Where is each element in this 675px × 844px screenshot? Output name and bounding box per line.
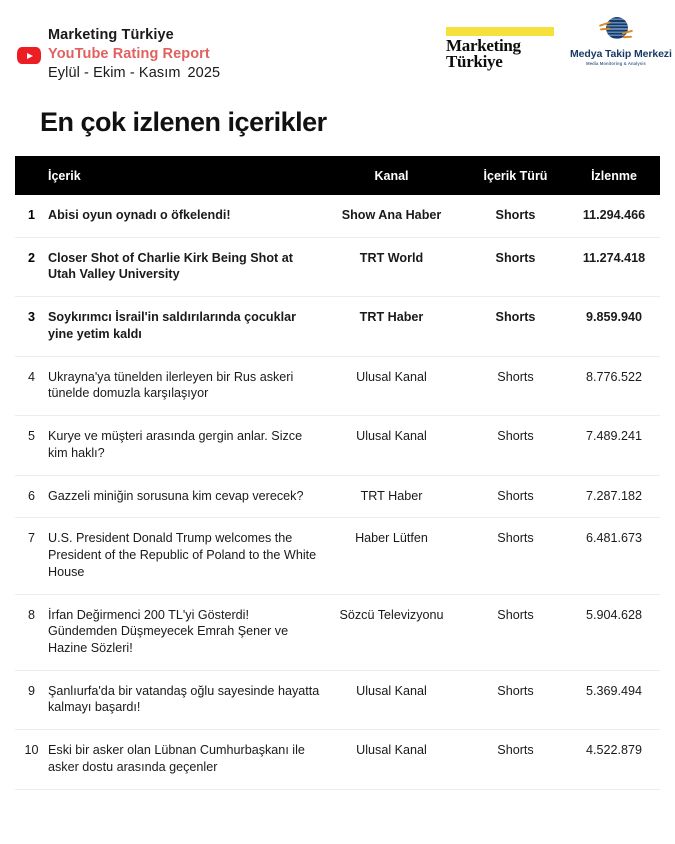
logo-wordmark-line2: Türkiye [446, 52, 503, 72]
table-body [15, 195, 660, 789]
cell-type: Shorts [463, 518, 568, 594]
column-header-channel: Kanal [320, 156, 463, 195]
cell-rank: 2 [15, 237, 48, 296]
report-period: Eylül - Ekim - Kasım [48, 65, 181, 82]
table-header-row [15, 156, 660, 195]
column-header-type: İçerik Türü [463, 156, 568, 195]
table-row[interactable] [15, 195, 660, 237]
youtube-play-icon [17, 47, 41, 64]
cell-views: 9.859.940 [568, 297, 660, 356]
cell-rank: 5 [15, 416, 48, 475]
cell-channel: TRT Haber [320, 297, 463, 356]
page-title: En çok izlenen içerikler [40, 107, 327, 137]
table-row[interactable] [15, 416, 660, 475]
cell-views: 11.274.418 [568, 237, 660, 296]
cell-rank: 1 [15, 195, 48, 237]
cell-content: İrfan Değirmenci 200 TL'yi Gösterdi! Gündemden Düşmeyecek Emrah Şener ve Hazine Sözleri! [48, 594, 320, 670]
cell-content: Ukrayna'ya tünelden ilerleyen bir Rus askeri tünelde domuzla karşılaşıyor [48, 356, 320, 415]
cell-type: Shorts [463, 670, 568, 729]
cell-rank: 7 [15, 518, 48, 594]
cell-views: 7.489.241 [568, 416, 660, 475]
cell-content: Şanlıurfa'da bir vatandaş oğlu sayesinde hayatta kalmayı başardı! [48, 670, 320, 729]
mtm-tagline: Media Monitoring & Analysis [586, 61, 646, 66]
ranking-table [15, 156, 660, 790]
cell-content: Abisi oyun oynadı o öfkelendi! [48, 195, 320, 237]
report-name: YouTube Rating Report [48, 46, 210, 63]
table-row[interactable] [15, 594, 660, 670]
cell-type: Shorts [463, 594, 568, 670]
table-row[interactable] [15, 297, 660, 356]
cell-rank: 10 [15, 730, 48, 789]
cell-rank: 8 [15, 594, 48, 670]
column-header-content: İçerik [48, 156, 320, 195]
cell-content: U.S. President Donald Trump welcomes the President of the Republic of Poland to the White House [48, 518, 320, 594]
cell-views: 5.904.628 [568, 594, 660, 670]
cell-views: 11.294.466 [568, 195, 660, 237]
logo-wordmark [446, 38, 558, 71]
marketing-turkiye-logo [446, 27, 558, 71]
mtm-name: Medya Takip Merkezi [570, 48, 672, 60]
cell-channel: TRT World [320, 237, 463, 296]
table-row[interactable] [15, 730, 660, 789]
cell-rank: 6 [15, 475, 48, 518]
brand-name: Marketing Türkiye [48, 27, 174, 43]
report-name-row [48, 45, 220, 64]
cell-rank: 9 [15, 670, 48, 729]
cell-content: Closer Shot of Charlie Kirk Being Shot at Utah Valley University [48, 237, 320, 296]
cell-channel: Ulusal Kanal [320, 670, 463, 729]
column-header-views: İzlenme [568, 156, 660, 195]
globe-swoosh [623, 36, 632, 39]
globe-icon [599, 16, 633, 46]
report-period-row [48, 64, 220, 83]
table-row[interactable] [15, 237, 660, 296]
table-head [15, 156, 660, 195]
cell-type: Shorts [463, 356, 568, 415]
brand-block [48, 26, 220, 83]
table-row[interactable] [15, 670, 660, 729]
logo-yellow-bar [446, 27, 554, 36]
cell-views: 6.481.673 [568, 518, 660, 594]
cell-type: Shorts [463, 730, 568, 789]
cell-rank: 4 [15, 356, 48, 415]
report-header [0, 0, 675, 95]
table-row[interactable] [15, 475, 660, 518]
cell-channel: Sözcü Televizyonu [320, 594, 463, 670]
cell-type: Shorts [463, 416, 568, 475]
logo-wordmark-line1: Marketing [446, 36, 521, 55]
cell-channel: Show Ana Haber [320, 195, 463, 237]
report-year: 2025 [187, 65, 221, 82]
cell-views: 4.522.879 [568, 730, 660, 789]
cell-type: Shorts [463, 475, 568, 518]
column-header-rank [15, 156, 48, 195]
ranking-table-container [15, 156, 660, 790]
cell-views: 7.287.182 [568, 475, 660, 518]
cell-rank: 3 [15, 297, 48, 356]
cell-channel: Ulusal Kanal [320, 730, 463, 789]
cell-content: Eski bir asker olan Lübnan Cumhurbaşkanı ile asker dostu arasında geçenler [48, 730, 320, 789]
cell-views: 5.369.494 [568, 670, 660, 729]
cell-content: Gazzeli miniğin sorusuna kim cevap verecek? [48, 475, 320, 518]
cell-type: Shorts [463, 297, 568, 356]
table-row[interactable] [15, 356, 660, 415]
cell-views: 8.776.522 [568, 356, 660, 415]
cell-type: Shorts [463, 195, 568, 237]
cell-channel: Ulusal Kanal [320, 416, 463, 475]
cell-content: Kurye ve müşteri arasında gergin anlar. Sizce kim haklı? [48, 416, 320, 475]
table-row[interactable] [15, 518, 660, 594]
cell-channel: TRT Haber [320, 475, 463, 518]
cell-channel: Ulusal Kanal [320, 356, 463, 415]
cell-channel: Haber Lütfen [320, 518, 463, 594]
cell-content: Soykırımcı İsrail'in saldırılarında çocuklar yine yetim kaldı [48, 297, 320, 356]
medya-takip-merkezi-logo [570, 16, 672, 66]
cell-type: Shorts [463, 237, 568, 296]
